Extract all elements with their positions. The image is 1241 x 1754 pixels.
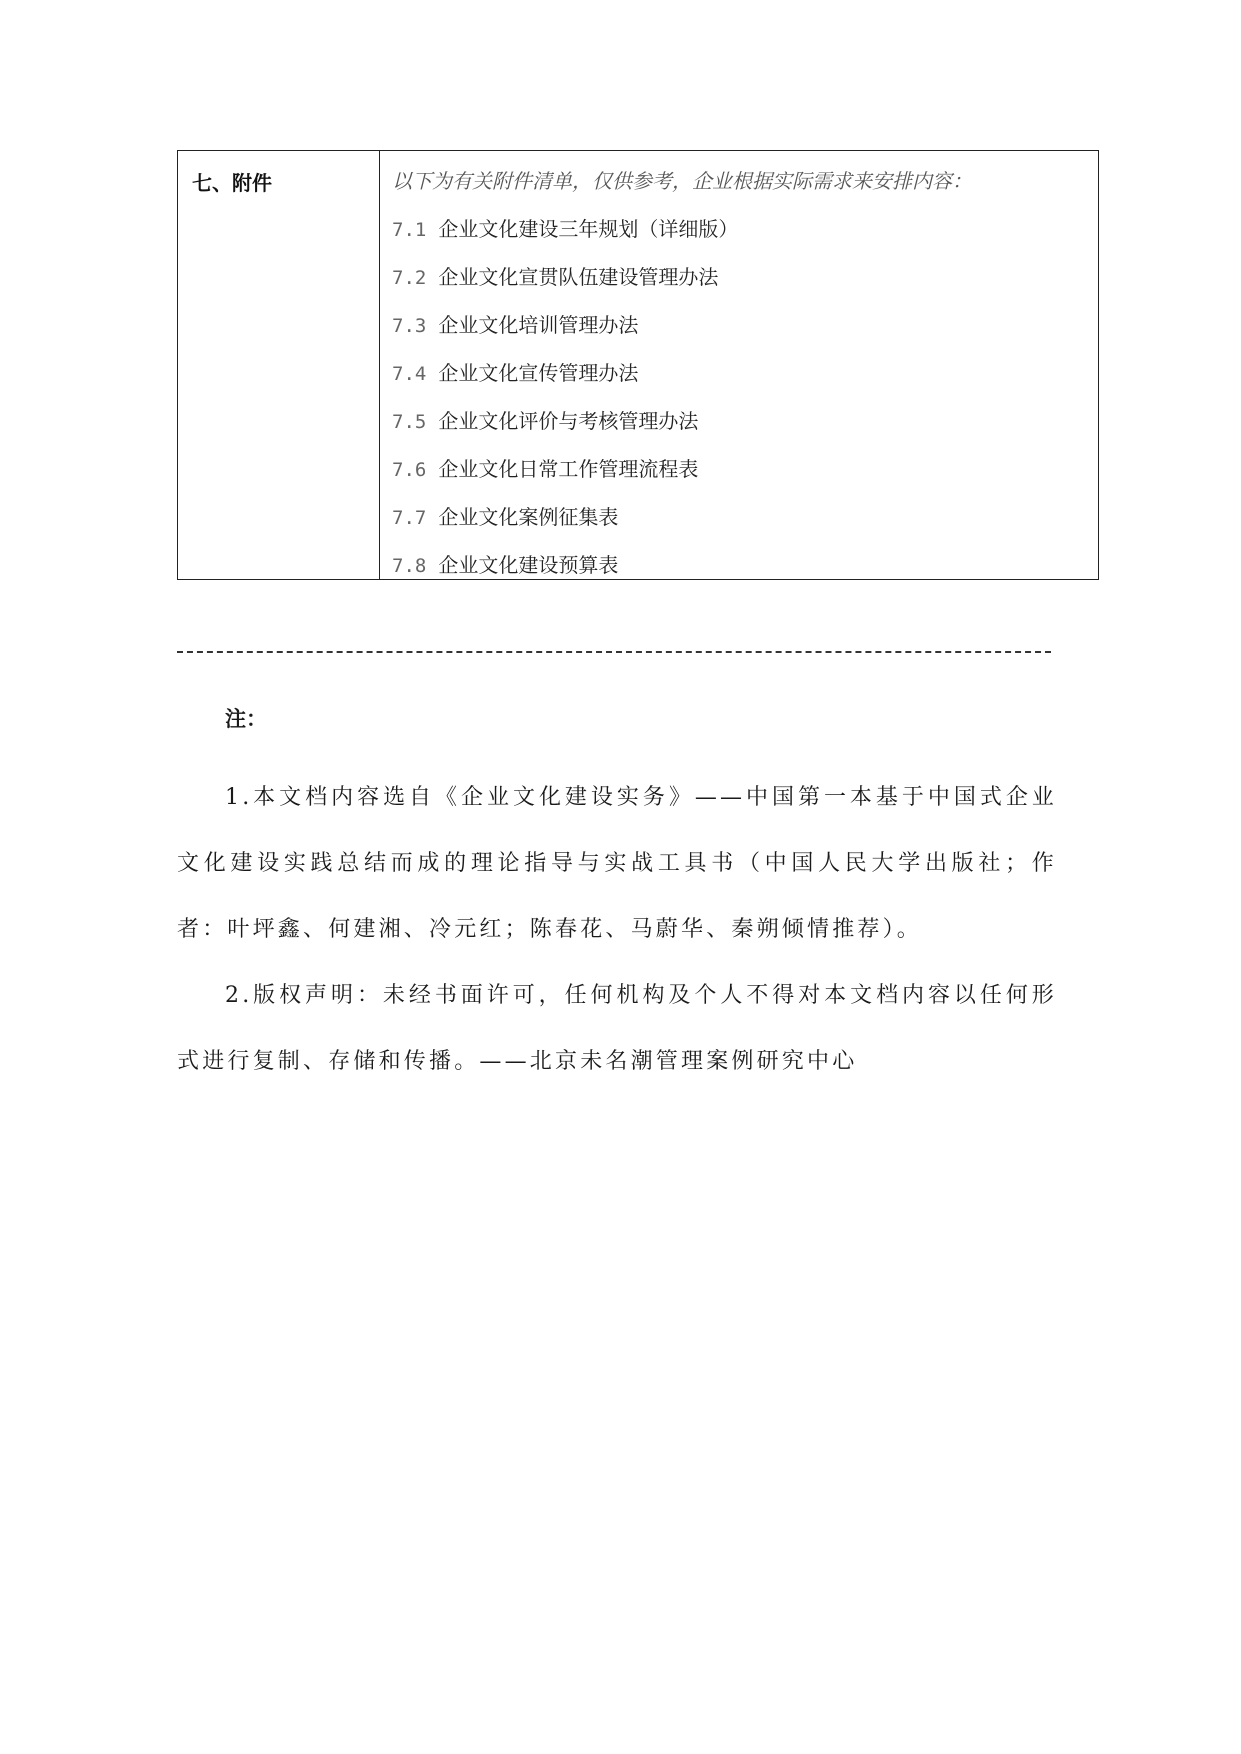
attachment-number: 7.2 — [392, 267, 427, 289]
attachment-title: 企业文化培训管理办法 — [438, 313, 639, 337]
notes-title: 注： — [225, 707, 267, 731]
attachment-title: 企业文化建设三年规划（详细版） — [438, 217, 739, 241]
note-paragraph-copyright: 2.版权声明：未经书面许可，任何机构及个人不得对本文档内容以任何形式进行复制、存储和传播。——北京未名潮管理案例研究中心 — [177, 983, 1057, 1074]
attachments-table — [177, 150, 1099, 580]
attachment-item — [392, 500, 1098, 548]
attachment-item — [392, 452, 1098, 500]
notes-section — [177, 700, 1057, 1095]
attachment-item — [392, 548, 1098, 596]
attachment-number: 7.8 — [392, 555, 427, 577]
attachment-number: 7.6 — [392, 459, 427, 481]
attachments-intro: 以下为有关附件清单，仅供参考，企业根据实际需求来安排内容： — [392, 169, 972, 193]
attachment-number: 7.4 — [392, 363, 427, 385]
note-paragraph-source: 1.本文档内容选自《企业文化建设实务》——中国第一本基于中国式企业文化建设实践总结而成的理论指导与实战工具书（中国人民大学出版社；作者：叶坪鑫、何建湘、冷元红；陈春花、马蔚华、秦朔倾情推荐）。 — [177, 785, 1057, 942]
dashed-divider — [177, 651, 1051, 653]
attachment-item — [392, 212, 1098, 260]
attachment-item — [392, 356, 1098, 404]
attachment-title: 企业文化日常工作管理流程表 — [438, 457, 699, 481]
attachment-title: 企业文化评价与考核管理办法 — [438, 409, 699, 433]
attachment-number: 7.1 — [392, 219, 427, 241]
attachment-title: 企业文化宣传管理办法 — [438, 361, 639, 385]
attachment-title: 企业文化案例征集表 — [438, 505, 619, 529]
attachment-number: 7.7 — [392, 507, 427, 529]
attachment-item — [392, 404, 1098, 452]
attachment-number: 7.5 — [392, 411, 427, 433]
attachment-number: 7.3 — [392, 315, 427, 337]
attachment-item — [392, 308, 1098, 356]
section-label: 七、附件 — [178, 151, 380, 579]
attachment-item — [392, 260, 1098, 308]
attachment-title: 企业文化宣贯队伍建设管理办法 — [438, 265, 719, 289]
attachments-list — [380, 151, 1098, 579]
attachment-title: 企业文化建设预算表 — [438, 553, 619, 577]
